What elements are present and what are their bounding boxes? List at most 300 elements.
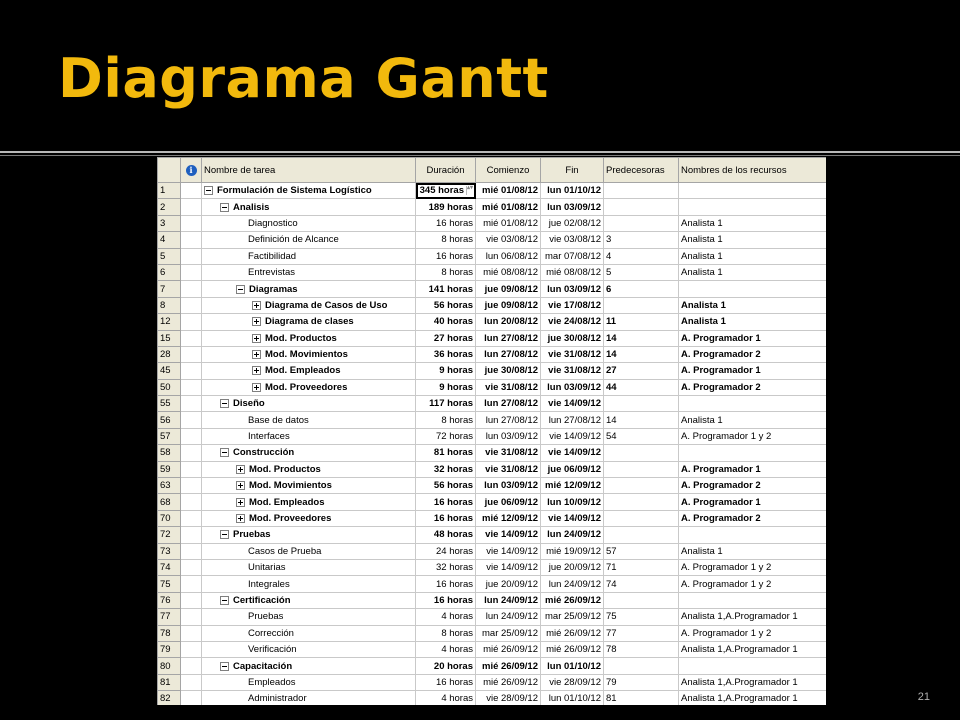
indicator-cell[interactable] [181,396,202,412]
resources-cell[interactable]: Analista 1,A.Programador 1 [679,691,827,705]
row-id[interactable]: 70 [158,510,181,526]
task-row[interactable] [158,658,827,674]
task-name-cell[interactable] [202,543,416,559]
predecessors-cell[interactable]: 3 [604,232,679,248]
indicator-cell[interactable] [181,215,202,231]
end-cell[interactable]: lun 01/10/12 [541,658,604,674]
duration-cell[interactable] [416,183,476,199]
indicator-cell[interactable] [181,379,202,395]
task-row[interactable] [158,183,827,199]
predecessors-cell[interactable]: 5 [604,264,679,280]
indicators-header[interactable] [181,158,202,183]
expand-icon[interactable] [252,350,261,359]
spinner-icon[interactable]: ▴▾ [466,186,473,195]
expand-icon[interactable] [252,366,261,375]
end-cell[interactable]: mié 26/09/12 [541,592,604,608]
predecessors-cell[interactable]: 81 [604,691,679,705]
task-row[interactable] [158,314,827,330]
collapse-icon[interactable] [220,448,229,457]
task-row[interactable] [158,199,827,215]
indicator-cell[interactable] [181,183,202,199]
row-id[interactable]: 6 [158,264,181,280]
task-row[interactable] [158,625,827,641]
task-name-cell[interactable] [202,264,416,280]
duration-cell[interactable] [416,314,476,330]
resources-cell[interactable]: Analista 1 [679,297,827,313]
start-cell[interactable]: vie 03/08/12 [476,232,541,248]
indicator-cell[interactable] [181,527,202,543]
indicator-cell[interactable] [181,478,202,494]
end-cell[interactable]: jue 30/08/12 [541,330,604,346]
indicator-cell[interactable] [181,281,202,297]
resources-cell[interactable]: Analista 1 [679,543,827,559]
task-row[interactable] [158,330,827,346]
expand-icon[interactable] [252,301,261,310]
indicator-cell[interactable] [181,576,202,592]
indicator-cell[interactable] [181,461,202,477]
task-row[interactable] [158,510,827,526]
expand-icon[interactable] [236,465,245,474]
duration-cell[interactable] [416,478,476,494]
resources-cell[interactable]: A. Programador 1 [679,330,827,346]
task-row[interactable] [158,232,827,248]
predecessors-cell[interactable] [604,592,679,608]
end-cell[interactable]: mié 12/09/12 [541,478,604,494]
start-cell[interactable]: mié 26/09/12 [476,674,541,690]
row-id[interactable]: 45 [158,363,181,379]
task-name-cell[interactable] [202,363,416,379]
end-cell[interactable]: mié 26/09/12 [541,625,604,641]
resources-cell[interactable]: A. Programador 1 [679,494,827,510]
header-predecessors[interactable]: Predecesoras [604,158,679,183]
header-task-name[interactable]: Nombre de tarea [202,158,416,183]
resources-cell[interactable] [679,396,827,412]
duration-cell[interactable] [416,428,476,444]
resources-cell[interactable] [679,445,827,461]
collapse-icon[interactable] [236,285,245,294]
row-id[interactable]: 72 [158,527,181,543]
start-cell[interactable]: lun 27/08/12 [476,412,541,428]
resources-cell[interactable]: A. Programador 1 [679,461,827,477]
row-id[interactable]: 63 [158,478,181,494]
predecessors-cell[interactable]: 54 [604,428,679,444]
indicator-cell[interactable] [181,625,202,641]
task-name-cell[interactable] [202,658,416,674]
predecessors-cell[interactable]: 6 [604,281,679,297]
start-cell[interactable]: lun 27/08/12 [476,330,541,346]
end-cell[interactable]: vie 14/09/12 [541,428,604,444]
duration-cell[interactable] [416,691,476,705]
resources-cell[interactable]: Analista 1 [679,232,827,248]
resources-cell[interactable]: Analista 1 [679,314,827,330]
duration-cell[interactable] [416,445,476,461]
end-cell[interactable]: mié 19/09/12 [541,543,604,559]
task-row[interactable] [158,494,827,510]
duration-cell[interactable] [416,674,476,690]
indicator-cell[interactable] [181,428,202,444]
duration-cell[interactable] [416,543,476,559]
start-cell[interactable]: lun 27/08/12 [476,346,541,362]
task-row[interactable] [158,609,827,625]
task-name-cell[interactable] [202,478,416,494]
start-cell[interactable]: mié 26/09/12 [476,641,541,657]
task-name-cell[interactable] [202,527,416,543]
task-row[interactable] [158,461,827,477]
predecessors-cell[interactable] [604,461,679,477]
predecessors-cell[interactable] [604,183,679,199]
indicator-cell[interactable] [181,543,202,559]
row-id[interactable]: 28 [158,346,181,362]
duration-cell[interactable] [416,412,476,428]
row-id[interactable]: 56 [158,412,181,428]
start-cell[interactable]: lun 24/09/12 [476,592,541,608]
task-name-cell[interactable] [202,510,416,526]
indicator-cell[interactable] [181,609,202,625]
start-cell[interactable]: lun 20/08/12 [476,314,541,330]
start-cell[interactable]: vie 31/08/12 [476,445,541,461]
row-id[interactable]: 4 [158,232,181,248]
predecessors-cell[interactable] [604,510,679,526]
task-row[interactable] [158,412,827,428]
start-cell[interactable]: lun 03/09/12 [476,428,541,444]
row-id[interactable]: 76 [158,592,181,608]
row-id[interactable]: 2 [158,199,181,215]
expand-icon[interactable] [236,498,245,507]
start-cell[interactable]: mié 08/08/12 [476,264,541,280]
duration-cell[interactable] [416,396,476,412]
task-row[interactable] [158,592,827,608]
row-id[interactable]: 55 [158,396,181,412]
expand-icon[interactable] [252,334,261,343]
collapse-icon[interactable] [220,662,229,671]
row-id[interactable]: 5 [158,248,181,264]
end-cell[interactable]: jue 20/09/12 [541,559,604,575]
resources-cell[interactable]: Analista 1 [679,264,827,280]
task-row[interactable] [158,559,827,575]
expand-icon[interactable] [252,317,261,326]
row-id[interactable]: 50 [158,379,181,395]
task-name-cell[interactable] [202,674,416,690]
predecessors-cell[interactable]: 11 [604,314,679,330]
duration-cell[interactable] [416,461,476,477]
duration-cell[interactable] [416,510,476,526]
start-cell[interactable]: vie 14/09/12 [476,527,541,543]
predecessors-cell[interactable]: 44 [604,379,679,395]
task-row[interactable] [158,527,827,543]
duration-cell[interactable] [416,264,476,280]
task-name-cell[interactable] [202,346,416,362]
task-name-cell[interactable] [202,183,416,199]
start-cell[interactable]: vie 14/09/12 [476,559,541,575]
end-cell[interactable]: lun 10/09/12 [541,494,604,510]
end-cell[interactable]: vie 28/09/12 [541,674,604,690]
resources-cell[interactable]: Analista 1,A.Programador 1 [679,641,827,657]
task-row[interactable] [158,543,827,559]
resources-cell[interactable]: Analista 1,A.Programador 1 [679,674,827,690]
end-cell[interactable]: lun 03/09/12 [541,199,604,215]
end-cell[interactable]: jue 02/08/12 [541,215,604,231]
resources-cell[interactable] [679,527,827,543]
row-id[interactable]: 59 [158,461,181,477]
task-name-cell[interactable] [202,494,416,510]
predecessors-cell[interactable]: 4 [604,248,679,264]
duration-cell[interactable] [416,281,476,297]
indicator-cell[interactable] [181,412,202,428]
duration-cell[interactable] [416,592,476,608]
task-name-cell[interactable] [202,559,416,575]
predecessors-cell[interactable]: 79 [604,674,679,690]
predecessors-cell[interactable]: 74 [604,576,679,592]
task-name-cell[interactable] [202,379,416,395]
indicator-cell[interactable] [181,691,202,705]
duration-cell[interactable] [416,641,476,657]
predecessors-cell[interactable] [604,215,679,231]
row-id[interactable]: 78 [158,625,181,641]
task-row[interactable] [158,691,827,705]
predecessors-cell[interactable]: 27 [604,363,679,379]
row-id[interactable]: 82 [158,691,181,705]
resources-cell[interactable]: A. Programador 1 y 2 [679,625,827,641]
duration-cell[interactable] [416,346,476,362]
end-cell[interactable]: vie 14/09/12 [541,445,604,461]
row-id[interactable]: 8 [158,297,181,313]
indicator-cell[interactable] [181,248,202,264]
duration-cell[interactable] [416,199,476,215]
duration-cell[interactable] [416,527,476,543]
indicator-cell[interactable] [181,658,202,674]
duration-cell[interactable] [416,379,476,395]
predecessors-cell[interactable] [604,297,679,313]
resources-cell[interactable]: Analista 1,A.Programador 1 [679,609,827,625]
indicator-cell[interactable] [181,510,202,526]
task-name-cell[interactable] [202,625,416,641]
indicator-cell[interactable] [181,674,202,690]
end-cell[interactable]: vie 31/08/12 [541,363,604,379]
end-cell[interactable]: lun 01/10/12 [541,183,604,199]
resources-cell[interactable]: A. Programador 2 [679,478,827,494]
collapse-icon[interactable] [220,530,229,539]
indicator-cell[interactable] [181,232,202,248]
task-row[interactable] [158,346,827,362]
indicator-cell[interactable] [181,264,202,280]
start-cell[interactable]: jue 20/09/12 [476,576,541,592]
indicator-cell[interactable] [181,314,202,330]
start-cell[interactable]: mié 01/08/12 [476,183,541,199]
row-id[interactable]: 79 [158,641,181,657]
predecessors-cell[interactable] [604,199,679,215]
task-name-cell[interactable] [202,232,416,248]
row-id[interactable]: 68 [158,494,181,510]
start-cell[interactable]: jue 09/08/12 [476,297,541,313]
start-cell[interactable]: vie 14/09/12 [476,543,541,559]
start-cell[interactable]: jue 30/08/12 [476,363,541,379]
end-cell[interactable]: mar 07/08/12 [541,248,604,264]
start-cell[interactable]: lun 27/08/12 [476,396,541,412]
indicator-cell[interactable] [181,330,202,346]
row-id[interactable]: 80 [158,658,181,674]
indicator-cell[interactable] [181,592,202,608]
task-name-cell[interactable] [202,297,416,313]
collapse-icon[interactable] [204,186,213,195]
indicator-cell[interactable] [181,559,202,575]
row-id[interactable]: 73 [158,543,181,559]
task-name-cell[interactable] [202,445,416,461]
task-row[interactable] [158,445,827,461]
end-cell[interactable]: vie 24/08/12 [541,314,604,330]
row-id[interactable]: 12 [158,314,181,330]
row-id[interactable]: 75 [158,576,181,592]
resources-cell[interactable]: Analista 1 [679,412,827,428]
resources-cell[interactable] [679,658,827,674]
resources-cell[interactable]: Analista 1 [679,215,827,231]
task-row[interactable] [158,478,827,494]
start-cell[interactable]: jue 09/08/12 [476,281,541,297]
end-cell[interactable]: mié 26/09/12 [541,641,604,657]
predecessors-cell[interactable]: 14 [604,346,679,362]
end-cell[interactable]: lun 01/10/12 [541,691,604,705]
predecessors-cell[interactable]: 71 [604,559,679,575]
start-cell[interactable]: lun 24/09/12 [476,609,541,625]
start-cell[interactable]: mié 26/09/12 [476,658,541,674]
resources-cell[interactable]: A. Programador 2 [679,346,827,362]
task-row[interactable] [158,428,827,444]
task-name-cell[interactable] [202,412,416,428]
indicator-cell[interactable] [181,199,202,215]
end-cell[interactable]: vie 17/08/12 [541,297,604,313]
collapse-icon[interactable] [220,203,229,212]
row-id[interactable]: 58 [158,445,181,461]
end-cell[interactable]: vie 14/09/12 [541,510,604,526]
indicator-cell[interactable] [181,297,202,313]
row-id[interactable]: 3 [158,215,181,231]
resources-cell[interactable] [679,199,827,215]
resources-cell[interactable]: A. Programador 1 y 2 [679,559,827,575]
resources-cell[interactable] [679,592,827,608]
resources-cell[interactable] [679,281,827,297]
task-name-cell[interactable] [202,609,416,625]
predecessors-cell[interactable] [604,396,679,412]
task-row[interactable] [158,363,827,379]
task-name-cell[interactable] [202,592,416,608]
task-name-cell[interactable] [202,314,416,330]
duration-cell[interactable] [416,215,476,231]
task-name-cell[interactable] [202,461,416,477]
end-cell[interactable]: mié 08/08/12 [541,264,604,280]
end-cell[interactable]: lun 03/09/12 [541,379,604,395]
predecessors-cell[interactable]: 14 [604,412,679,428]
start-cell[interactable]: lun 03/09/12 [476,478,541,494]
row-id[interactable]: 15 [158,330,181,346]
task-row[interactable] [158,297,827,313]
header-end[interactable]: Fin [541,158,604,183]
end-cell[interactable]: lun 24/09/12 [541,576,604,592]
duration-cell[interactable] [416,363,476,379]
start-cell[interactable]: mié 01/08/12 [476,215,541,231]
predecessors-cell[interactable]: 77 [604,625,679,641]
duration-cell[interactable] [416,609,476,625]
duration-cell[interactable] [416,232,476,248]
resources-cell[interactable]: A. Programador 1 [679,363,827,379]
start-cell[interactable]: lun 06/08/12 [476,248,541,264]
indicator-cell[interactable] [181,494,202,510]
expand-icon[interactable] [252,383,261,392]
duration-cell[interactable] [416,494,476,510]
task-row[interactable] [158,215,827,231]
indicator-cell[interactable] [181,445,202,461]
resources-cell[interactable]: A. Programador 1 y 2 [679,576,827,592]
row-id[interactable]: 77 [158,609,181,625]
task-row[interactable] [158,281,827,297]
select-all-corner[interactable] [158,158,181,183]
duration-cell[interactable] [416,297,476,313]
expand-icon[interactable] [236,514,245,523]
indicator-cell[interactable] [181,363,202,379]
predecessors-cell[interactable] [604,527,679,543]
indicator-cell[interactable] [181,346,202,362]
header-start[interactable]: Comienzo [476,158,541,183]
header-resources[interactable]: Nombres de los recursos [679,158,827,183]
end-cell[interactable]: lun 24/09/12 [541,527,604,543]
end-cell[interactable]: mar 25/09/12 [541,609,604,625]
duration-cell[interactable] [416,576,476,592]
task-name-cell[interactable] [202,248,416,264]
task-row[interactable] [158,674,827,690]
end-cell[interactable]: vie 14/09/12 [541,396,604,412]
start-cell[interactable]: mar 25/09/12 [476,625,541,641]
duration-cell[interactable] [416,559,476,575]
indicator-cell[interactable] [181,641,202,657]
collapse-icon[interactable] [220,596,229,605]
end-cell[interactable]: lun 27/08/12 [541,412,604,428]
start-cell[interactable]: vie 31/08/12 [476,379,541,395]
task-name-cell[interactable] [202,428,416,444]
task-name-cell[interactable] [202,641,416,657]
task-row[interactable] [158,641,827,657]
row-id[interactable]: 7 [158,281,181,297]
end-cell[interactable]: lun 03/09/12 [541,281,604,297]
predecessors-cell[interactable]: 57 [604,543,679,559]
start-cell[interactable]: jue 06/09/12 [476,494,541,510]
predecessors-cell[interactable] [604,478,679,494]
task-row[interactable] [158,576,827,592]
resources-cell[interactable]: A. Programador 2 [679,510,827,526]
row-id[interactable]: 57 [158,428,181,444]
duration-cell[interactable] [416,658,476,674]
predecessors-cell[interactable]: 75 [604,609,679,625]
end-cell[interactable]: jue 06/09/12 [541,461,604,477]
predecessors-cell[interactable]: 78 [604,641,679,657]
task-name-cell[interactable] [202,691,416,705]
row-id[interactable]: 74 [158,559,181,575]
end-cell[interactable]: vie 31/08/12 [541,346,604,362]
end-cell[interactable]: vie 03/08/12 [541,232,604,248]
task-row[interactable] [158,396,827,412]
resources-cell[interactable]: A. Programador 1 y 2 [679,428,827,444]
task-name-cell[interactable] [202,199,416,215]
row-id[interactable]: 81 [158,674,181,690]
task-row[interactable] [158,264,827,280]
start-cell[interactable]: mié 12/09/12 [476,510,541,526]
row-id[interactable]: 1 [158,183,181,199]
task-row[interactable] [158,248,827,264]
predecessors-cell[interactable] [604,445,679,461]
start-cell[interactable]: vie 28/09/12 [476,691,541,705]
expand-icon[interactable] [236,481,245,490]
predecessors-cell[interactable] [604,658,679,674]
header-duration[interactable]: Duración [416,158,476,183]
task-row[interactable] [158,379,827,395]
resources-cell[interactable]: A. Programador 2 [679,379,827,395]
